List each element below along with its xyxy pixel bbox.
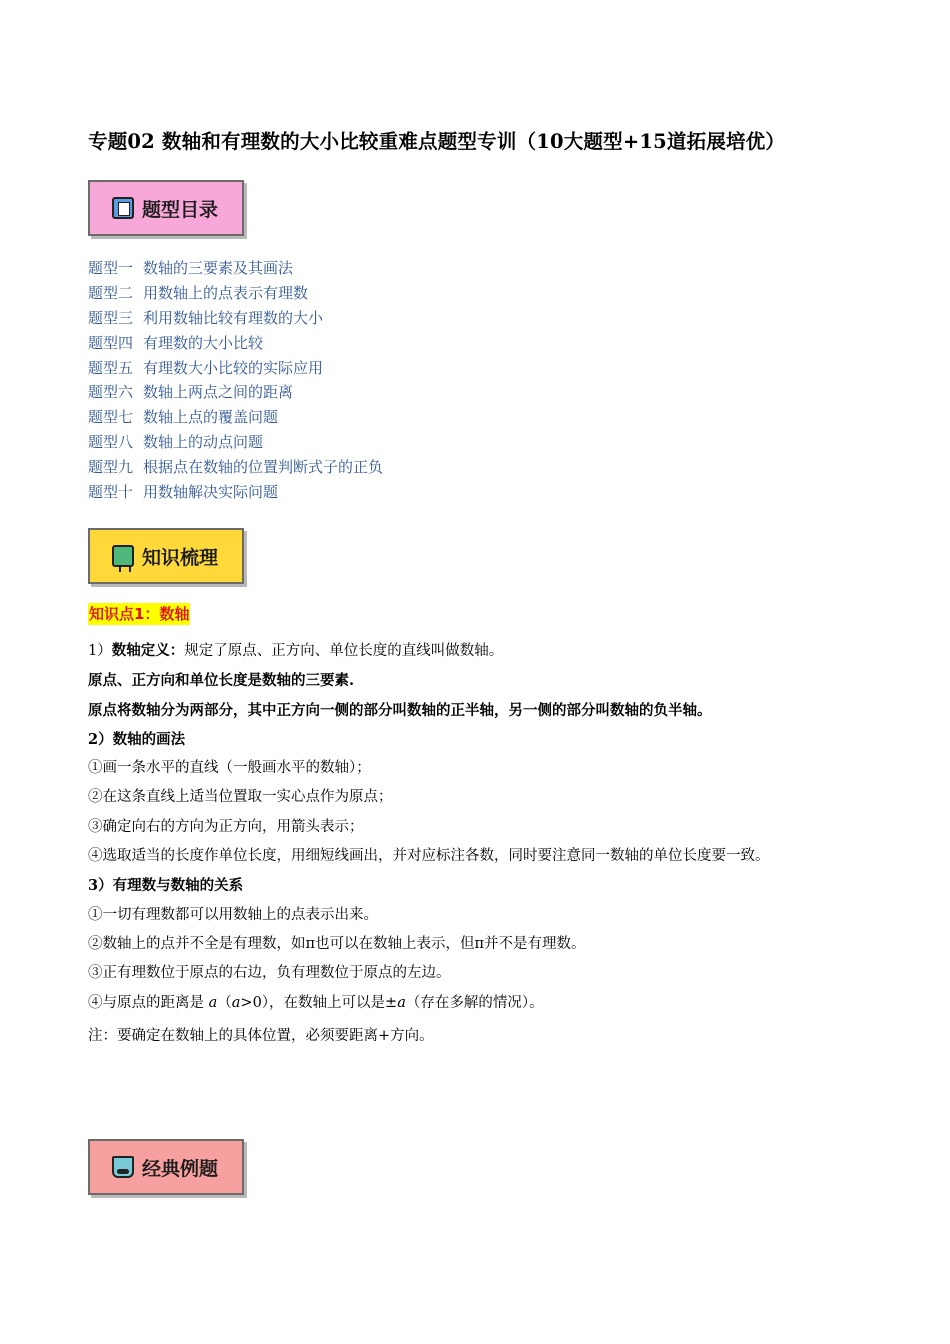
toc-item-text: 根据点在数轴的位置判断式子的正负 xyxy=(143,458,384,477)
definition-number: 1） xyxy=(88,643,112,659)
toc-item-text: 数轴上点的覆盖问题 xyxy=(143,408,279,427)
toc-item-text: 利用数轴比较有理数的大小 xyxy=(143,308,324,327)
toc-item-number: 题型一 xyxy=(88,259,134,277)
toc-item[interactable] xyxy=(88,256,383,281)
pendulum-icon xyxy=(112,1156,134,1178)
toc-badge-label: 题型目录 xyxy=(142,198,219,221)
relation-item: ①一切有理数都可以用数轴上的点表示出来。 xyxy=(88,906,378,923)
examples-badge xyxy=(88,1139,244,1195)
toc-item-number: 题型九 xyxy=(88,458,134,477)
toc-item-text: 有理数的大小比较 xyxy=(143,333,264,352)
toc-item-text: 数轴的三要素及其画法 xyxy=(143,259,294,277)
toc-item[interactable] xyxy=(88,405,383,430)
toc-item-number: 题型二 xyxy=(88,283,134,302)
toc-item-text: 有理数大小比较的实际应用 xyxy=(143,358,324,377)
toc-item[interactable] xyxy=(88,430,383,455)
knowledge-point-heading: 知识点1：数轴 xyxy=(89,605,190,623)
toc-item-number: 题型五 xyxy=(88,358,134,377)
toc-item-text: 数轴上的动点问题 xyxy=(143,433,264,452)
toc-item-number: 题型六 xyxy=(88,383,134,402)
relation-text: ④与原点的距离是 xyxy=(88,994,204,1011)
variable-a: a xyxy=(208,994,218,1011)
page-title: 专题02 数轴和有理数的大小比较重难点题型专训（10大题型+15道拓展培优） xyxy=(88,130,786,153)
toc-item-text: 用数轴上的点表示有理数 xyxy=(143,283,309,302)
toc-badge xyxy=(88,180,244,236)
definition-label: 数轴定义： xyxy=(111,642,185,659)
toc-item[interactable] xyxy=(88,306,383,331)
toc-item[interactable] xyxy=(88,455,383,480)
drawing-step: ④选取适当的长度作单位长度，用细短线画出，并对应标注各数，同时要注意同一数轴的单位长度要一致。 xyxy=(88,848,770,865)
toc-item-text: 用数轴解决实际问题 xyxy=(143,483,279,502)
toc-item[interactable] xyxy=(88,480,383,505)
toc-item-text: 数轴上两点之间的距离 xyxy=(143,383,294,402)
definition-text: 规定了原点、正方向、单位长度的直线叫做数轴。 xyxy=(184,643,504,659)
toc-item-number: 题型八 xyxy=(88,433,134,452)
knowledge-content xyxy=(88,636,864,1051)
drawing-step: ③确定向右的方向为正方向，用箭头表示； xyxy=(88,818,364,835)
definition-line xyxy=(88,636,864,666)
relation-item: ②数轴上的点并不全是有理数，如π也可以在数轴上表示，但π并不是有理数。 xyxy=(88,935,586,952)
note-line: 注：要确定在数轴上的具体位置，必须要距离+方向。 xyxy=(88,1027,434,1044)
toc-item[interactable] xyxy=(88,356,383,381)
relation-text: >0），在数轴上可以是± xyxy=(240,994,398,1011)
toc-item-number: 题型四 xyxy=(88,333,134,352)
knowledge-badge-label: 知识梳理 xyxy=(142,546,219,569)
relation-text: （ xyxy=(217,994,232,1011)
variable-a: a xyxy=(231,994,241,1011)
drawing-heading: 2）数轴的画法 xyxy=(88,730,186,748)
toc-list xyxy=(88,256,383,505)
blackboard-icon xyxy=(112,545,134,567)
drawing-step: ②在这条直线上适当位置取一实心点作为原点； xyxy=(88,789,393,806)
relation-heading: 3）有理数与数轴的关系 xyxy=(88,877,244,895)
relation-text: （存在多解的情况）。 xyxy=(405,994,544,1011)
relation-item: ③正有理数位于原点的右边，负有理数位于原点的左边。 xyxy=(88,965,451,982)
examples-badge-label: 经典例题 xyxy=(142,1157,219,1180)
toc-item[interactable] xyxy=(88,281,383,306)
variable-a: a xyxy=(397,994,406,1011)
knowledge-badge xyxy=(88,528,244,584)
drawing-step: ①画一条水平的直线（一般画水平的数轴）； xyxy=(88,760,371,777)
half-axis-line: 原点将数轴分为两部分，其中正方向一侧的部分叫数轴的正半轴，另一侧的部分叫数轴的负半轴。 xyxy=(88,701,712,719)
toc-item-number: 题型十 xyxy=(88,483,134,502)
toc-item[interactable] xyxy=(88,331,383,356)
toc-item-number: 题型三 xyxy=(88,308,134,327)
book-icon xyxy=(112,197,134,219)
three-elements-line: 原点、正方向和单位长度是数轴的三要素. xyxy=(88,672,355,690)
toc-item[interactable] xyxy=(88,380,383,405)
toc-item-number: 题型七 xyxy=(88,408,134,427)
relation-item xyxy=(88,989,864,1018)
